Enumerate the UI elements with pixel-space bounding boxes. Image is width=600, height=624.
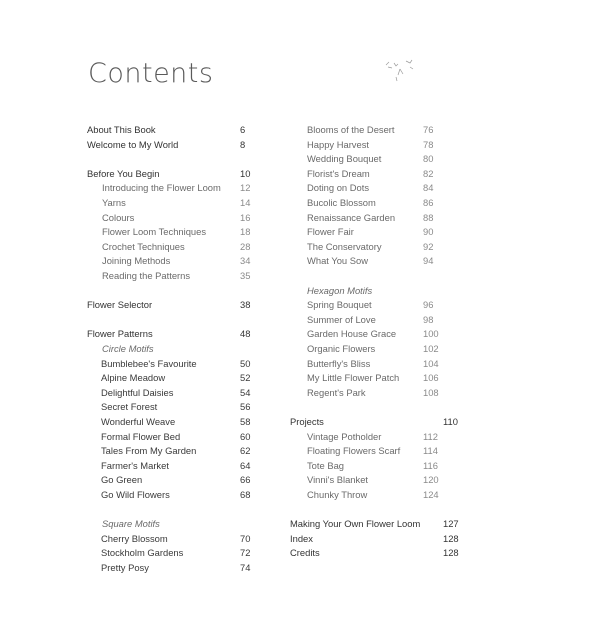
toc-page-number: 76 bbox=[423, 124, 434, 135]
toc-page-number: 86 bbox=[423, 197, 434, 208]
toc-page-number: 120 bbox=[423, 474, 439, 486]
toc-entry-title: Flower Loom Techniques bbox=[102, 226, 207, 238]
toc-entry-title: Wedding Bouquet bbox=[307, 153, 382, 165]
toc-page-number: 38 bbox=[240, 299, 251, 311]
toc-entry-title: The Conservatory bbox=[307, 240, 382, 252]
toc-entry-title: Formal Flower Bed bbox=[101, 430, 181, 442]
toc-page-number: 50 bbox=[240, 357, 251, 369]
toc-page-number: 127 bbox=[443, 518, 459, 530]
toc-entry-title: Blooms of the Desert bbox=[307, 124, 395, 135]
toc-page-number: 90 bbox=[423, 226, 434, 238]
toc-page-number: 128 bbox=[443, 532, 459, 544]
toc-page-number: 102 bbox=[423, 343, 439, 354]
toc-entry-title: Joining Methods bbox=[102, 255, 171, 267]
toc-entry-title: Yarns bbox=[102, 197, 126, 208]
toc-page-number: 60 bbox=[240, 430, 251, 442]
toc-entry-title: Renaissance Garden bbox=[307, 211, 396, 223]
toc-page-number: 78 bbox=[423, 138, 434, 150]
toc-entry-title: About This Book bbox=[87, 124, 156, 135]
toc-page-number: 70 bbox=[240, 532, 251, 544]
toc-page-number: 94 bbox=[423, 255, 434, 267]
toc-page-number: 54 bbox=[240, 386, 251, 398]
toc-entry-title: Colours bbox=[102, 211, 135, 223]
toc-page-number: 35 bbox=[240, 270, 251, 281]
toc-page-number: 112 bbox=[423, 430, 438, 442]
toc-entry-title: Delightful Daisies bbox=[101, 386, 174, 398]
toc-entry-title: Pretty Posy bbox=[101, 562, 149, 573]
toc-page-number: 8 bbox=[240, 138, 246, 150]
toc-page-number: 48 bbox=[240, 328, 251, 340]
toc-entry-title: Happy Harvest bbox=[307, 138, 370, 150]
toc-page-number: 106 bbox=[423, 372, 439, 384]
toc-page-number: 10 bbox=[240, 167, 251, 179]
toc-page-number: 74 bbox=[240, 562, 251, 573]
toc-page-number: 100 bbox=[423, 328, 439, 340]
toc-entry-title: My Little Flower Patch bbox=[307, 372, 400, 384]
toc-page-number: 12 bbox=[240, 182, 251, 194]
flower-sketch-icon bbox=[380, 55, 424, 85]
toc-entry-title: Bucolic Blossom bbox=[307, 197, 376, 208]
toc-entry-title: Hexagon Motifs bbox=[307, 284, 373, 296]
toc-entry-title: Doting on Dots bbox=[307, 182, 370, 194]
toc-page-number: 124 bbox=[423, 489, 439, 500]
toc-entry-title: Welcome to My World bbox=[87, 138, 179, 150]
toc-entry-title: Regent's Park bbox=[307, 386, 366, 398]
toc-page-number: 28 bbox=[240, 240, 251, 252]
toc-page-number: 72 bbox=[240, 547, 251, 559]
toc-entry-title: Butterfly's Bliss bbox=[307, 357, 371, 369]
toc-entry-title: Summer of Love bbox=[307, 313, 376, 325]
toc-page-number: 34 bbox=[240, 255, 251, 267]
toc-page-number: 108 bbox=[423, 386, 439, 398]
toc-entry-title: Credits bbox=[290, 547, 320, 559]
toc-entry-title: Flower Patterns bbox=[87, 328, 153, 340]
toc-entry-title: Index bbox=[290, 532, 313, 544]
toc-page-number: 82 bbox=[423, 167, 434, 179]
toc-page-number: 128 bbox=[443, 547, 459, 559]
toc-entry-title: Projects bbox=[290, 416, 324, 427]
toc-entry-title: Flower Selector bbox=[87, 299, 153, 311]
toc-page-number: 88 bbox=[423, 211, 434, 223]
toc-entry-title: Organic Flowers bbox=[307, 343, 376, 354]
toc-entry-title: Tales From My Garden bbox=[101, 445, 197, 457]
toc-page-number: 16 bbox=[240, 211, 251, 223]
toc-page-number: 58 bbox=[240, 416, 251, 427]
toc-entry-title: Making Your Own Flower Loom bbox=[290, 518, 421, 530]
toc-page-number: 52 bbox=[240, 372, 251, 384]
toc-entry-title: Cherry Blossom bbox=[101, 532, 168, 544]
toc-entry-title: Go Wild Flowers bbox=[101, 489, 170, 500]
toc-entry-title: Floating Flowers Scarf bbox=[307, 445, 401, 457]
toc-entry-title: Florist's Dream bbox=[307, 167, 370, 179]
toc-page-number: 6 bbox=[240, 124, 246, 135]
toc-entry-title: Vintage Potholder bbox=[307, 430, 382, 442]
toc-entry-title: Chunky Throw bbox=[307, 489, 368, 500]
toc-entry-title: Garden House Grace bbox=[307, 328, 397, 340]
toc-entry-title: Farmer's Market bbox=[101, 459, 169, 471]
toc-page-number: 68 bbox=[240, 489, 251, 500]
toc-entry-title: Go Green bbox=[101, 474, 143, 486]
toc-page-number: 96 bbox=[423, 299, 434, 311]
toc-page-number: 80 bbox=[423, 153, 434, 165]
toc-page-number: 66 bbox=[240, 474, 251, 486]
toc-entry-title: Bumblebee's Favourite bbox=[101, 357, 197, 369]
toc-entry-title: What You Sow bbox=[307, 255, 368, 267]
toc-entry-title: Tote Bag bbox=[307, 459, 345, 471]
toc-entry-title: Before You Begin bbox=[87, 167, 160, 179]
toc-page-number: 62 bbox=[240, 445, 251, 457]
toc-entry-title: Stockholm Gardens bbox=[101, 547, 184, 559]
toc-entry-title: Reading the Patterns bbox=[102, 270, 191, 281]
toc-entry-title: Alpine Meadow bbox=[101, 372, 166, 384]
page-title: Contents bbox=[88, 58, 214, 89]
toc-entry-title: Circle Motifs bbox=[102, 343, 154, 354]
toc-page-number: 84 bbox=[423, 182, 434, 194]
toc-entry-title: Introducing the Flower Loom bbox=[102, 182, 221, 194]
toc-entry-title: Spring Bouquet bbox=[307, 299, 372, 311]
toc-page-number: 18 bbox=[240, 226, 251, 238]
toc-page-number: 14 bbox=[240, 197, 251, 208]
toc-page-number: 98 bbox=[423, 313, 434, 325]
toc-page-number: 110 bbox=[443, 416, 458, 427]
toc-entry-title: Crochet Techniques bbox=[102, 240, 185, 252]
toc-entry-title: Flower Fair bbox=[307, 226, 354, 238]
toc-page-number: 116 bbox=[423, 459, 438, 471]
toc-entry-title: Square Motifs bbox=[102, 518, 160, 530]
toc-entry-title: Vinni's Blanket bbox=[307, 474, 369, 486]
toc-page-number: 64 bbox=[240, 459, 251, 471]
toc-entry-title: Wonderful Weave bbox=[101, 416, 176, 427]
toc-page-number: 114 bbox=[423, 445, 438, 457]
toc-page-number: 104 bbox=[423, 357, 439, 369]
toc-entry-title: Secret Forest bbox=[101, 401, 158, 413]
toc-page-number: 92 bbox=[423, 240, 434, 252]
toc-page-number: 56 bbox=[240, 401, 251, 413]
